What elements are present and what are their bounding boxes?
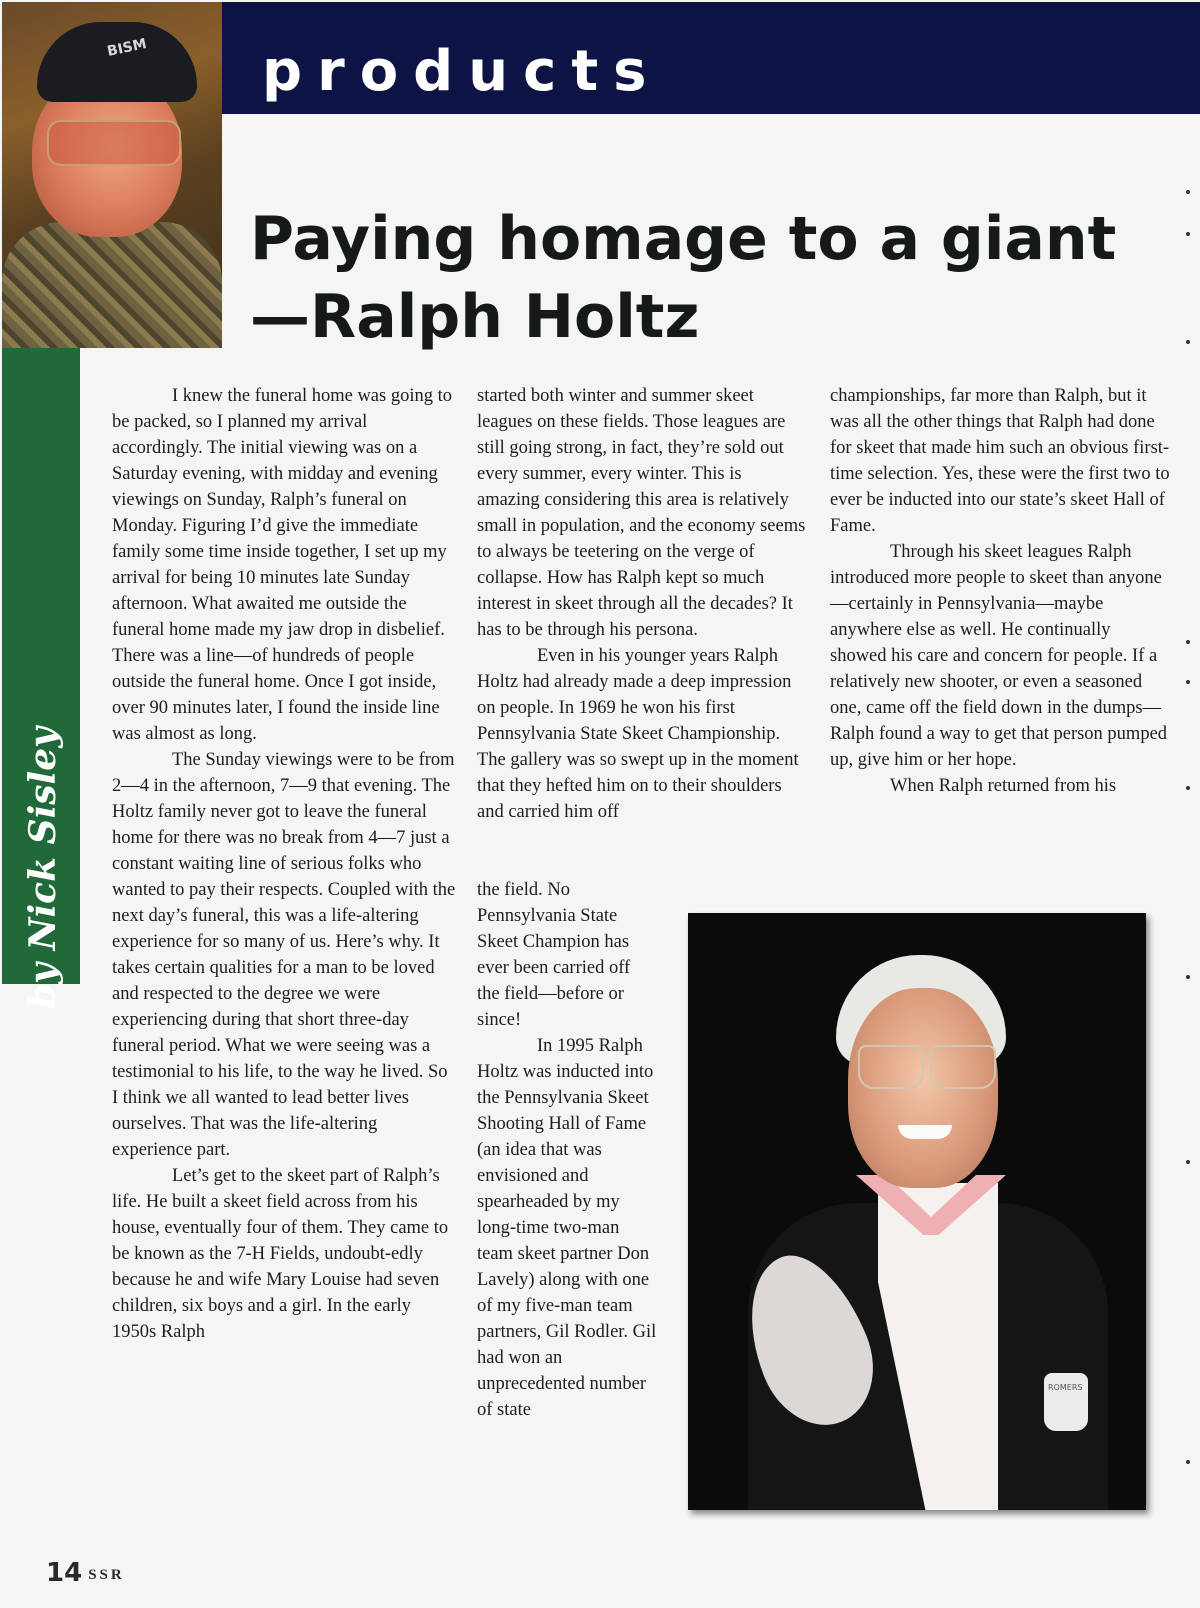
- photo-glasses-left: [858, 1045, 924, 1089]
- badge-text: ROMERS: [1048, 1383, 1083, 1392]
- author-portrait-image: [2, 2, 222, 348]
- article-column-2: [477, 383, 807, 825]
- paragraph: started both winter and summer skeet leagues on these fields. Those leagues are still going strong, in fact, they’re sold out every summer, every winter. This is amazing considering this area is relatively small in population, and the economy seems to always be teetering on the verge of collapse. How has Ralph kept so much interest in skeet through all the decades? It has to be through his persona.: [477, 386, 806, 640]
- edge-mark: [1186, 786, 1190, 790]
- article-column-1: [112, 383, 457, 1345]
- article-column-3: [830, 383, 1170, 799]
- edge-mark: [1186, 680, 1190, 684]
- byline: by Nick Sisley: [22, 726, 64, 1010]
- paragraph: Even in his younger years Ralph Holtz had already made a deep impression on people. In 1969 he won his first Pennsylvania State Skeet Championship. The gallery was so swept up in the moment that they hefted him on to their shoulders and carried him off: [477, 646, 799, 822]
- magazine-name: SSR: [88, 1567, 125, 1583]
- portrait-cap: [37, 22, 197, 102]
- article-title: Paying homage to a giant—Ralph Holtz: [250, 204, 1117, 352]
- edge-mark: [1186, 340, 1190, 344]
- paragraph: Through his skeet leagues Ralph introduced more people to skeet than anyone—certainly in Pennsylvania—maybe anywhere else as well. He continually showed his care and concern for people. If a relatively new shooter, or even a seasoned one, came off the field down in the dumps—Ralph found a way to get that person pumped up, give him or her hope.: [830, 542, 1168, 770]
- paragraph: Let’s get to the skeet part of Ralph’s life. He built a skeet field across from his house, eventually four of them. They came to be known as the 7-H Fields, undoubt-edly because he and wife Mary Louise had seven children, six boys and a girl. In the early 1950s Ralph: [112, 1166, 449, 1342]
- edge-mark: [1186, 1160, 1190, 1164]
- edge-mark: [1186, 232, 1190, 236]
- byline-bar: [2, 348, 80, 1010]
- portrait-jacket: [2, 222, 222, 348]
- cap-logo-text: BISM: [105, 36, 149, 60]
- paragraph: championships, far more than Ralph, but it was all the other things that Ralph had done for skeet that made him such an obvious first-time selection. Yes, these were the first two to ever be inducted into our state’s skeet Hall of Fame.: [830, 386, 1170, 536]
- edge-mark: [1186, 190, 1190, 194]
- paragraph: The Sunday viewings were to be from 2—4 in the afternoon, 7—9 that evening. The Holtz family never got to leave the funeral home for there was no break from 4—7 just a constant waiting line of serious folks who wanted to pay their respects. Coupled with the next day’s funeral, this was a life-altering experience for so many of us. Here’s why. It takes certain qualities for a man to be loved and respected to the degree we were experiencing during that short three-day funeral period. What we were seeing was a testimonial to his life, to the way he lived. So I think we all wanted to lead better lives ourselves. That was the life-altering experience part.: [112, 750, 456, 1160]
- paragraph: In 1995 Ralph Holtz was inducted into the Pennsylvania Skeet Shooting Hall of Fame (an idea that was envisioned and spearheaded by my long-time two-man team skeet partner Don Lavely) along with one of my five-man team partners, Gil Rodler. Gil had won an unprecedented number of state: [477, 1036, 657, 1420]
- photo-smile: [898, 1125, 952, 1139]
- paragraph: When Ralph returned from his: [890, 776, 1117, 796]
- edge-mark: [1186, 975, 1190, 979]
- edge-mark: [1186, 640, 1190, 644]
- paragraph: I knew the funeral home was going to be packed, so I planned my arrival accordingly. The initial viewing was on a Saturday evening, with midday and evening viewings on Sunday, Ralph’s funeral on Monday. Figuring I’d give the immediate family some time inside together, I set up my arrival for being 10 minutes late Sunday afternoon. What awaited me outside the funeral home made my jaw drop in disbelief. There was a line—of hundreds of people outside the funeral home. Once I got inside, over 90 minutes later, I found the inside line was almost as long.: [112, 386, 452, 744]
- section-label: products: [262, 39, 662, 104]
- page-footer: [46, 1560, 125, 1586]
- photo-glasses-right: [930, 1045, 996, 1089]
- page-number: 14: [46, 1558, 83, 1588]
- paragraph: the field. No Pennsylvania State Skeet Champion has ever been carried off the field—before or since!: [477, 880, 631, 1030]
- ralph-holtz-photo: [688, 913, 1146, 1510]
- portrait-sunglasses: [47, 120, 181, 166]
- edge-mark: [1186, 1460, 1190, 1464]
- pocket-badge: [1044, 1373, 1088, 1431]
- article-column-2-continued: [477, 877, 657, 1423]
